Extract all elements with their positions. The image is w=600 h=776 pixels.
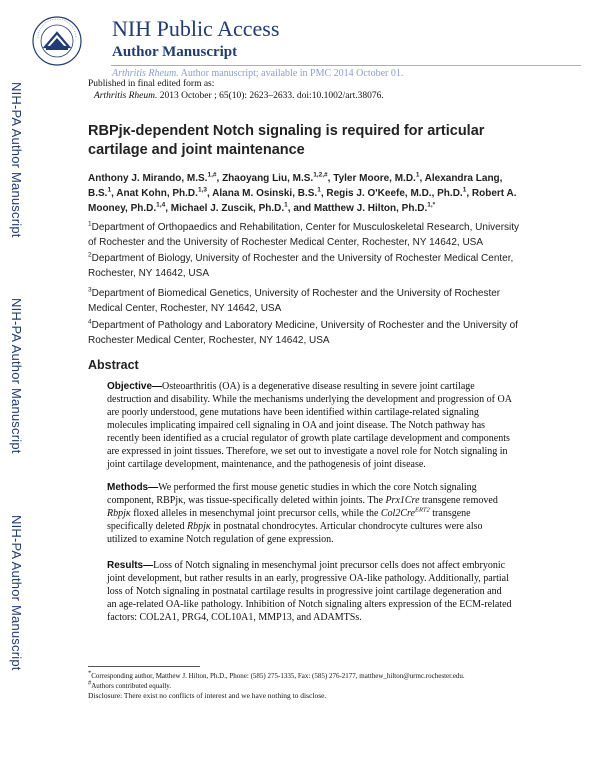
author: Anthony J. Mirando, M.S.$^{1,\#}$, [88,171,223,184]
nih-public-access-title: NIH Public Access [112,16,280,41]
disclosure-note: Disclosure: There exist no conflicts of interest and we have nothing to disclose. [88,691,327,700]
author: Alexandra Lang, B.S.$^1$, [88,173,503,199]
author: Tyler Moore, M.D.$^1$, [333,171,425,184]
affiliation: $^3$Department of Biomedical Genetics, University of Rochester and the University of Rochester Medical Center, Rochester, NY 14642, USA [88,286,501,314]
citation: Arthritis Rheum. 2013 October ; 65(10): 2623–2633. doi:10.1002/art.38076. [94,91,384,101]
footnotes [88,671,528,701]
sidebar-label-3: NIH-PA Author Manuscript [9,515,24,671]
abstract-heading: Abstract [88,358,139,372]
abstract-results: Results—Loss of Notch signaling in mesenchymal joint precursor cells does not affect embryonic joint development, but rather results in an early, progressive OA-like pathology. Additionally, partial loss of Notch signaling in postnatal cartilage results in progressive joint cartilage degeneration and an age-related OA-like pathology. Inhibition of Notch signaling alters expression of the ECM-related factors: COL2A1, PRG4, COL10A1, MMP13, and ADAMTSs. [107,560,512,623]
abstract-objective: Objective—Osteoarthritis (OA) is a degenerative disease resulting in severe joint cartilage destruction and disability. While the mechanisms underlying the development and progression of OA are poorly understood, gene mutations have been identified within cartilage-related signaling molecules implicating impaired cell signaling in OA and joint disease. The Notch pathway has recently been identified as a crucial regulator of growth plate cartilage development and components are expressed in joint tissues. Therefore, we set out to investigate a novel role for Notch signaling in joint cartilage development, maintenance, and the pathogenesis of joint disease. [107,381,512,470]
abstract-methods: Methods—We performed the first mouse genetic studies in which the core Notch signaling component, RBPjκ, was tissue-specifically deleted within joints. The Prx1Cre transgene removed Rbpjκ floxed alleles in mesenchymal joint precursor cells, while the Col2Cre$^{ERT2}$ transgene specifically deleted Rbpjκ in postnatal chondrocytes. Articular chondrocyte cultures were also utilized to examine Notch regulation of gene expression. [107,482,498,545]
author-manuscript-label: Author Manuscript [112,44,238,60]
author: Alana M. Osinski, B.S.$^1$, [212,186,327,199]
equal-contribution-note: #Authors contributed equally. [88,679,172,690]
footnote-divider [88,666,200,667]
author: Anat Kohn, Ph.D.$^{1,3}$, [116,186,213,199]
sidebar-label-1: NIH-PA Author Manuscript [9,82,24,238]
nih-header [24,12,584,79]
nih-seal-icon [32,16,82,66]
affiliation: $^4$Department of Pathology and Laboratory Medicine, University of Rochester and the University of Rochester Medical Center, Rochester, NY 14642, USA [88,318,518,346]
affiliation: $^2$Department of Biology, University of Rochester and the University of Rochester Medical Center, Rochester, NY 14642, USA [88,251,514,279]
author: Robert A. Mooney, Ph.D.$^{1,4}$, [88,188,517,214]
author: Zhaoyang Liu, M.S.$^{1,2,\#}$, [222,171,334,184]
author: Regis J. O'Keefe, M.D., Ph.D.$^1$, [326,186,472,199]
article-title: RBPjκ-dependent Notch signaling is required for articular cartilage and joint maintenance [88,123,485,158]
published-in [88,78,384,102]
sidebar-label-2: NIH-PA Author Manuscript [9,298,24,454]
author-list [88,171,528,216]
header-divider [111,65,581,66]
corresponding-author-note: *Corresponding author, Matthew J. Hilton, Ph.D., Phone: (585) 275-1335, Fax: (585) 276-2177, matthew_hilton@urmc.rochester.edu. [88,669,465,680]
affiliation: $^1$Department of Orthopaedics and Rehabilitation, Center for Musculoskeletal Research, University of Rochester and the University of Rochester Medical Center, Rochester, NY 14642, USA [88,220,520,248]
published-label: Published in final edited form as: [88,79,215,89]
author: Matthew J. Hilton, Ph.D.$^{1,*}$ [313,201,436,214]
author: Michael J. Zuscik, Ph.D.$^1$, and [170,201,314,214]
availability-line: Arthritis Rheum. Author manuscript; available in PMC 2014 October 01. [112,68,404,79]
